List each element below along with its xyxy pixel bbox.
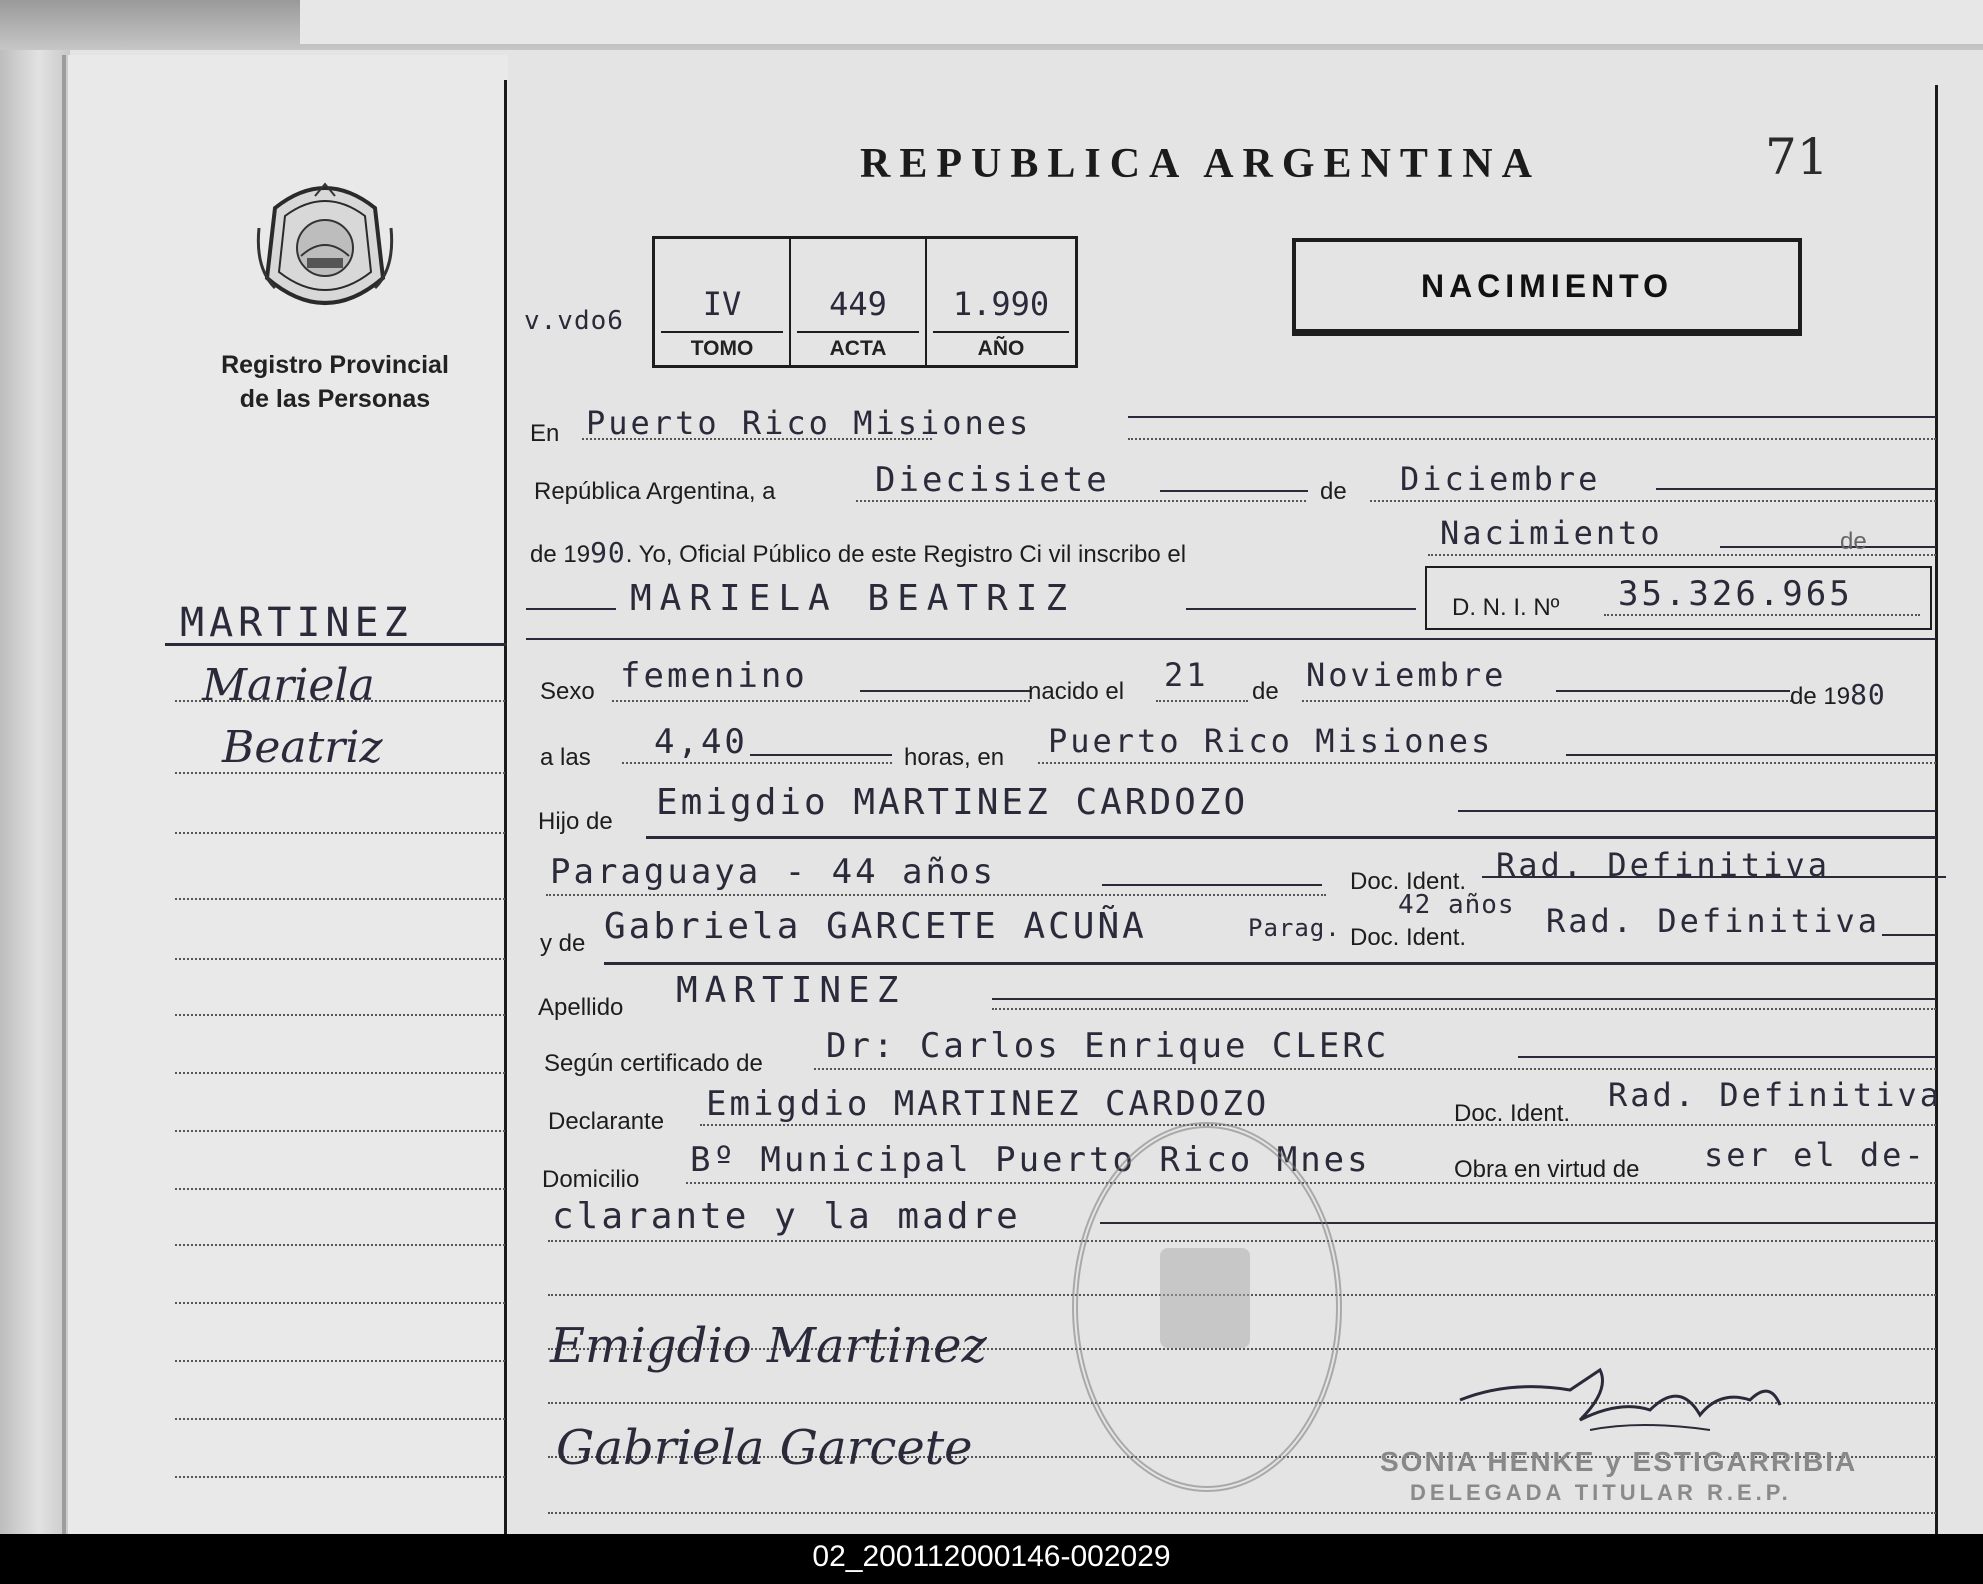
page-number: 71	[1765, 128, 1829, 186]
tomo-label: TOMO	[690, 337, 754, 360]
day-line	[1160, 490, 1308, 492]
ano-value: 1.990	[952, 285, 1050, 323]
tomo-cell	[655, 239, 791, 365]
mother-doc-label: Doc. Ident.	[1350, 924, 1467, 951]
margin-line-1	[175, 700, 505, 702]
father-doc-line	[1482, 876, 1946, 878]
acta-label: ACTA	[829, 337, 887, 360]
apellido-line	[992, 998, 1936, 1000]
margin-line-6	[175, 1014, 505, 1016]
birth-day: 21	[1164, 656, 1209, 694]
en-label: En	[530, 420, 560, 447]
de-label-2: de	[1840, 528, 1867, 555]
tomo-value: IV	[702, 285, 742, 323]
birth-year	[1790, 678, 1886, 711]
year-suffix: 90	[590, 536, 626, 569]
acta-rule	[797, 331, 919, 333]
margin-line-13	[175, 1418, 505, 1420]
margin-line-8	[175, 1130, 505, 1132]
registry-box	[652, 236, 1078, 368]
republica-label: República Argentina, a	[534, 478, 776, 505]
dni-dots	[1604, 614, 1920, 616]
margin-line-3	[175, 832, 505, 834]
name-line-right	[1186, 608, 1416, 610]
place-value: Puerto Rico Misiones	[586, 404, 1032, 442]
margin-divider	[504, 80, 507, 1540]
margin-line-12	[175, 1360, 505, 1362]
yo-text: . Yo, Oficial Público de este Registro Ci vil inscribo el	[625, 541, 1187, 568]
sexo-label: Sexo	[540, 678, 595, 705]
domicilio-dots	[686, 1182, 1936, 1184]
father-details: Paraguaya - 44 años	[550, 852, 996, 892]
certificado-dots	[814, 1068, 1936, 1070]
certificado-line	[1518, 1056, 1936, 1058]
birth-year-suffix: 80	[1850, 678, 1886, 711]
spine-line	[62, 55, 66, 1535]
segun-label: Según certificado de	[544, 1050, 763, 1077]
hour-line	[750, 754, 892, 756]
day-dots	[856, 500, 1306, 502]
apellido-label: Apellido	[538, 994, 624, 1021]
declarante-value: Emigdio MARTINEZ CARDOZO	[706, 1084, 1270, 1124]
place-dots	[582, 438, 932, 440]
year-prefix-text: de 19	[530, 541, 591, 568]
mother-age: 42 años	[1398, 890, 1515, 920]
mother-doc-line	[1882, 934, 1936, 936]
father-details-dots	[546, 894, 1326, 896]
place-dots-2	[1128, 438, 1936, 440]
de-label: de	[1320, 478, 1347, 505]
father-rule	[646, 836, 1936, 839]
registry-office-line1: Registro Provincial	[221, 351, 449, 379]
acta-value: 449	[829, 285, 887, 323]
horas-label: horas, en	[904, 744, 1005, 771]
birth-day-dots	[1156, 700, 1248, 702]
blank-line-5	[548, 1512, 1936, 1514]
birth-month-dots	[1302, 700, 1792, 702]
obra-value-2: clarante y la madre	[552, 1196, 1021, 1237]
ano-label: AÑO	[977, 337, 1025, 360]
nacido-label: nacido el	[1028, 678, 1125, 705]
margin-line-5	[175, 958, 505, 960]
official-name: SONIA HENKE y ESTIGARRIBIA	[1380, 1446, 1858, 1477]
margin-line-2	[175, 772, 505, 774]
apellido-value: MARTINEZ	[676, 970, 906, 1011]
record-type-box: NACIMIENTO	[1292, 238, 1802, 336]
declarante-label: Declarante	[548, 1108, 665, 1135]
birth-month-line	[1556, 690, 1790, 692]
registry-office-label	[195, 348, 475, 416]
margin-first-name: Mariela	[202, 660, 375, 711]
name-line-left	[526, 608, 616, 610]
month-value: Diciembre	[1400, 460, 1601, 498]
mother-doc: Rad. Definitiva	[1546, 902, 1880, 940]
father-name: Emigdio MARTINEZ CARDOZO	[656, 782, 1249, 823]
father-doc: Rad. Definitiva	[1496, 846, 1830, 884]
sexo-dots	[612, 700, 1030, 702]
birth-place-line	[1566, 754, 1936, 756]
father-doc-label: Doc. Ident.	[1350, 868, 1467, 895]
registry-note: v.vdo6	[524, 306, 624, 336]
acta-cell	[791, 239, 927, 365]
margin-line-7	[175, 1072, 505, 1074]
hour-value: 4,40	[654, 722, 748, 762]
signature-mother: Gabriela Garcete	[556, 1420, 973, 1476]
ano-cell	[927, 239, 1075, 365]
act-value: Nacimiento	[1440, 514, 1663, 552]
domicilio-value: Bº Municipal Puerto Rico Mnes	[690, 1140, 1371, 1180]
margin-surname-line	[165, 643, 507, 646]
provincial-seal-icon	[255, 168, 395, 318]
father-details-line	[1102, 884, 1322, 886]
registry-office-line2: de las Personas	[239, 385, 431, 413]
sexo-value: femenino	[620, 656, 808, 696]
stamp-emblem	[1160, 1248, 1250, 1348]
birth-month: Noviembre	[1306, 656, 1507, 694]
page-behind	[300, 0, 1983, 44]
margin-line-11	[175, 1302, 505, 1304]
tomo-rule	[661, 331, 783, 333]
father-line	[1458, 810, 1936, 812]
book-spine	[0, 50, 70, 1534]
certificado-value: Dr: Carlos Enrique CLERC	[826, 1026, 1390, 1066]
dni-label: D. N. I. Nº	[1452, 594, 1560, 621]
margin-surname: MARTINEZ	[180, 600, 413, 646]
act-line	[1720, 546, 1936, 548]
birth-place-dots	[1038, 762, 1936, 764]
margin-line-4	[175, 898, 505, 900]
hour-dots	[622, 762, 892, 764]
a-las-label: a las	[540, 744, 591, 771]
ano-rule	[933, 331, 1069, 333]
month-dots	[1370, 500, 1936, 502]
mother-nationality: Parag.	[1248, 914, 1341, 942]
margin-middle-name: Beatriz	[222, 722, 383, 773]
official-title: DELEGADA TITULAR R.E.P.	[1410, 1480, 1792, 1505]
obra-value-1: ser el de-	[1704, 1136, 1927, 1174]
y-de-label: y de	[540, 930, 586, 957]
year-prefix	[530, 536, 1186, 569]
apellido-dots	[992, 1008, 1936, 1010]
birth-de-label: de	[1252, 678, 1279, 705]
margin-line-9	[175, 1188, 505, 1190]
dni-value: 35.326.965	[1618, 574, 1853, 614]
mother-name: Gabriela GARCETE ACUÑA	[604, 906, 1147, 947]
image-caption: 02_200112000146-002029	[0, 1534, 1983, 1584]
signature-father: Emigdio Martinez	[550, 1318, 987, 1374]
declarante-doc-label: Doc. Ident.	[1454, 1100, 1571, 1127]
margin-line-10	[175, 1244, 505, 1246]
domicilio-label: Domicilio	[542, 1166, 640, 1193]
month-line	[1656, 488, 1936, 490]
mother-rule	[604, 962, 1936, 965]
sexo-line	[860, 690, 1032, 692]
place-line	[1128, 416, 1936, 418]
section-rule	[526, 638, 1936, 640]
document-title: REPUBLICA ARGENTINA	[860, 141, 1541, 187]
declarante-dots	[700, 1124, 1936, 1126]
hijo-label: Hijo de	[538, 808, 613, 835]
obra-label: Obra en virtud de	[1454, 1156, 1640, 1183]
margin-line-14	[175, 1476, 505, 1478]
child-name: MARIELA BEATRIZ	[630, 578, 1076, 619]
declarante-doc: Rad. Definitiva	[1608, 1076, 1942, 1114]
birth-place: Puerto Rico Misiones	[1048, 722, 1494, 760]
birth-year-prefix: de 19	[1790, 683, 1851, 710]
day-value: Diecisiete	[875, 460, 1110, 500]
